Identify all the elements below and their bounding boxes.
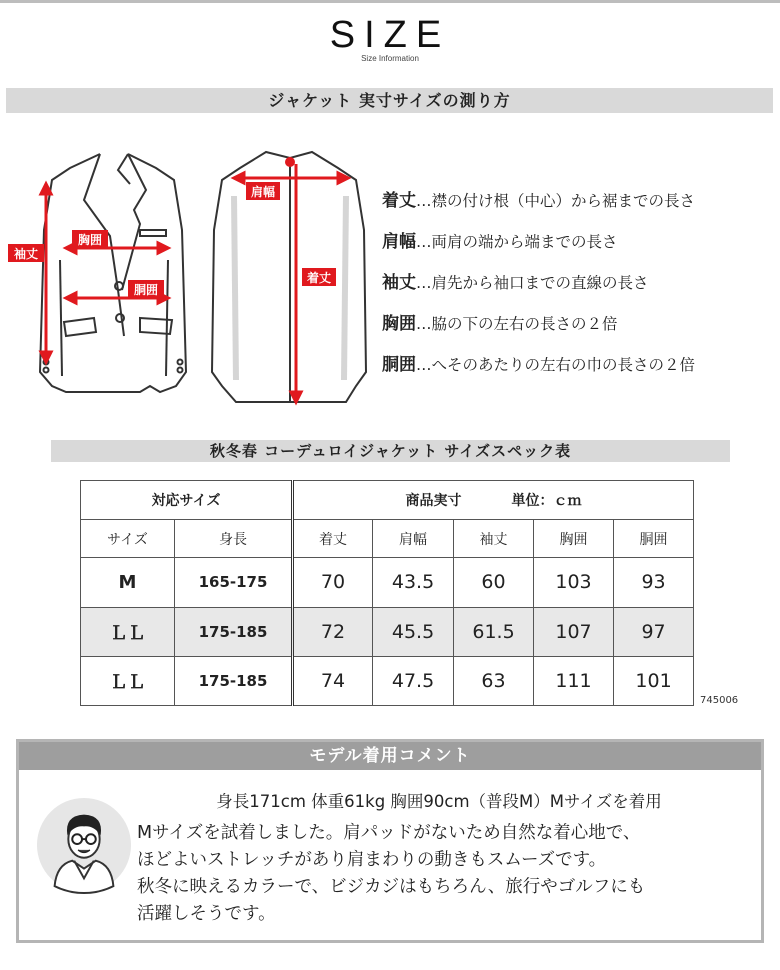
actual-label: 商品実寸 [405, 493, 462, 510]
cell-height: 175-185 [175, 656, 293, 705]
group-fit-header: 対応サイズ [81, 481, 293, 520]
col-header: 袖丈 [454, 520, 534, 558]
cell-size: M [81, 558, 175, 607]
top-divider [0, 0, 780, 3]
legend-item [382, 348, 780, 389]
cell-waist: 97 [614, 607, 694, 656]
page-title: SIZE [329, 14, 451, 56]
table-column-header [81, 520, 694, 558]
measure-heading: ジャケット 実寸サイズの測り方 [6, 88, 773, 113]
product-code: 745006 [700, 695, 739, 706]
label-length: 着丈 [306, 271, 332, 285]
legend-term: 着丈 [382, 191, 416, 211]
label-waist: 胴囲 [133, 283, 159, 297]
col-header: 肩幅 [373, 520, 454, 558]
cell-length: 72 [293, 607, 373, 656]
legend-term: 袖丈 [382, 273, 416, 293]
label-sleeve: 袖丈 [13, 247, 39, 261]
cell-shoulder: 45.5 [373, 607, 454, 656]
cell-waist: 93 [614, 558, 694, 607]
legend-item [382, 184, 780, 225]
cell-chest: 107 [534, 607, 614, 656]
table-group-header [81, 481, 694, 520]
page-subtitle: Size Information [361, 54, 419, 63]
jacket-back-drawing [212, 152, 366, 402]
legend-item [382, 307, 780, 348]
cell-height: 165-175 [175, 558, 293, 607]
legend-item [382, 225, 780, 266]
comment-heading: モデル着用コメント [19, 742, 761, 770]
size-spec-table [80, 480, 694, 706]
cell-length: 74 [293, 656, 373, 705]
model-profile: 身長171cm 体重61kg 胸囲90cm（普段M）Mサイズを着用 [216, 792, 662, 811]
comment-line: 秋冬に映えるカラーで、ビジカジはもちろん、旅行やゴルフにも [137, 877, 646, 897]
cell-chest: 111 [534, 656, 614, 705]
spec-heading: 秋冬春 コーデュロイジャケット サイズスペック表 [51, 440, 730, 462]
cell-waist: 101 [614, 656, 694, 705]
unit-label: 単位：ｃｍ [511, 493, 582, 510]
col-header: 着丈 [293, 520, 373, 558]
comment-line: ほどよいストレッチがあり肩まわりの動きもスムーズです。 [137, 850, 607, 870]
comment-text [137, 820, 762, 928]
legend-desc: …脇の下の左右の長さの２倍 [416, 315, 618, 333]
col-header: 身長 [175, 520, 293, 558]
model-comment-box [16, 739, 764, 943]
cell-size: ＬＬ [81, 656, 175, 705]
cell-shoulder: 47.5 [373, 656, 454, 705]
col-header: 胸囲 [534, 520, 614, 558]
cell-shoulder: 43.5 [373, 558, 454, 607]
table-row [81, 607, 694, 656]
avatar-icon [35, 796, 133, 894]
cell-chest: 103 [534, 558, 614, 607]
comment-line: 活躍しそうです。 [137, 904, 276, 924]
table-row [81, 656, 694, 705]
legend-desc: …肩先から袖口までの直線の長さ [416, 274, 649, 292]
legend-desc: …両肩の端から端までの長さ [416, 233, 618, 251]
jacket-front-drawing [40, 154, 186, 392]
legend-term: 胸囲 [382, 314, 416, 334]
cell-sleeve: 61.5 [454, 607, 534, 656]
group-actual-header [293, 481, 694, 520]
cell-length: 70 [293, 558, 373, 607]
cell-size: ＬＬ [81, 607, 175, 656]
label-chest: 胸囲 [77, 233, 103, 247]
cell-sleeve: 63 [454, 656, 534, 705]
legend-desc: …へそのあたりの左右の巾の長さの２倍 [416, 356, 696, 374]
legend-term: 胴囲 [382, 355, 416, 375]
table-row [81, 558, 694, 607]
legend-term: 肩幅 [382, 232, 416, 252]
measure-legend [382, 184, 780, 389]
legend-item [382, 266, 780, 307]
cell-height: 175-185 [175, 607, 293, 656]
label-shoulder: 肩幅 [250, 185, 276, 199]
jacket-illustration [0, 140, 380, 420]
comment-line: Mサイズを試着しました。肩パッドがないため自然な着心地で、 [137, 823, 641, 843]
legend-desc: …襟の付け根（中心）から裾までの長さ [416, 192, 696, 210]
col-header: 胴囲 [614, 520, 694, 558]
col-header: サイズ [81, 520, 175, 558]
cell-sleeve: 60 [454, 558, 534, 607]
